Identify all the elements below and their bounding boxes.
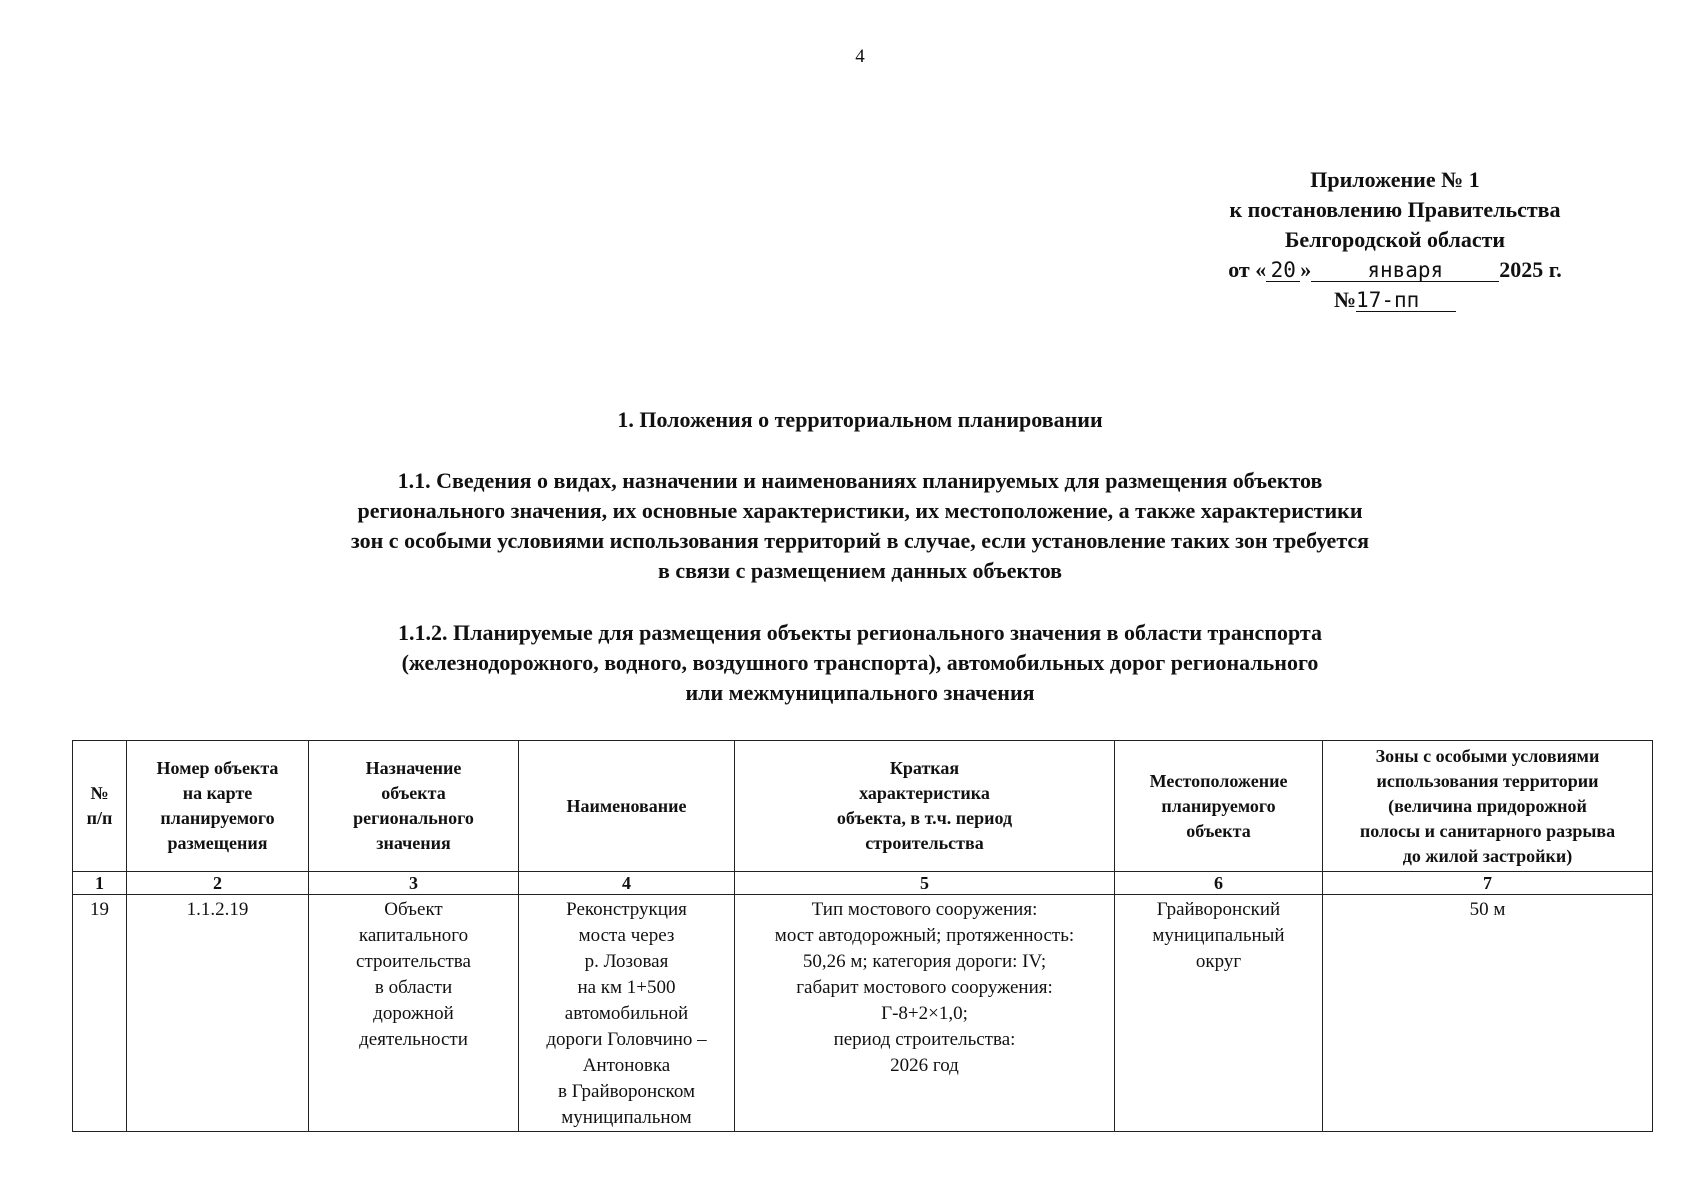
table-heading-line-2: (железнодорожного, водного, воздушного транспорта), автомобильных дорог регионального (401, 650, 1319, 675)
section-heading (0, 405, 1698, 435)
cell-purpose: Объект капитального строительства в области дорожной деятельности (309, 895, 519, 1132)
annex-date-line (1190, 255, 1600, 285)
cell-row-number: 19 (73, 895, 127, 1132)
date-year: 2025 г. (1499, 257, 1562, 282)
document-number: 17-пп (1356, 289, 1456, 312)
header-cell: Краткая характеристика объекта, в т.ч. период строительства (735, 741, 1115, 872)
column-number: 6 (1115, 872, 1323, 895)
table-header-row (73, 741, 1653, 872)
objects-table (72, 740, 1653, 1132)
table-heading (0, 618, 1698, 708)
cell-name: Реконструкция моста через р. Лозовая на км 1+500 автомобильной дороги Головчино – Антоновка в Грайворонском муниципальном (519, 895, 735, 1132)
column-number: 5 (735, 872, 1115, 895)
date-day: 20 (1266, 259, 1300, 282)
cell-characteristics: Тип мостового сооружения: мост автодорожный; протяженность: 50,26 м; категория дороги: IV; габарит мостового сооружения: Г-8+2×1,0; период строительства: 2026 год (735, 895, 1115, 1132)
annex-number-line (1190, 285, 1600, 315)
header-cell: Назначение объекта регионального значения (309, 741, 519, 872)
date-prefix: от « (1228, 257, 1267, 282)
cell-object-number: 1.1.2.19 (127, 895, 309, 1132)
header-cell: Номер объекта на карте планируемого размещения (127, 741, 309, 872)
header-cell: Наименование (519, 741, 735, 872)
table-heading-line-1: 1.1.2. Планируемые для размещения объекты регионального значения в области транспорта (397, 620, 1322, 645)
date-mid: » (1300, 257, 1312, 282)
column-number: 4 (519, 872, 735, 895)
table-heading-line-3: или межмуниципального значения (685, 680, 1035, 705)
date-month: января (1311, 259, 1499, 282)
column-number: 3 (309, 872, 519, 895)
header-cell: Местоположение планируемого объекта (1115, 741, 1323, 872)
subsection-heading-line-4: в связи с размещением данных объектов (657, 558, 1063, 583)
subsection-heading-line-3: зон с особыми условиями использования территорий в случае, если установление таких зон требуется (350, 528, 1370, 553)
annex-region-line: Белгородской области (1284, 227, 1506, 252)
header-cell: № п/п (73, 741, 127, 872)
column-number-row (73, 872, 1653, 895)
column-number: 7 (1323, 872, 1653, 895)
column-number: 1 (73, 872, 127, 895)
page-number: 4 (855, 46, 865, 67)
table-row (73, 895, 1653, 1132)
subsection-heading-line-1: 1.1. Сведения о видах, назначении и наименованиях планируемых для размещения объектов (397, 468, 1323, 493)
annex-block (1190, 165, 1600, 315)
annex-ref-line: к постановлению Правительства (1229, 197, 1561, 222)
subsection-heading-line-2: регионального значения, их основные характеристики, их местоположение, а также характеристики (357, 498, 1363, 523)
cell-zones: 50 м (1323, 895, 1653, 1132)
column-number: 2 (127, 872, 309, 895)
cell-location: Грайворонский муниципальный округ (1115, 895, 1323, 1132)
subsection-heading (0, 466, 1698, 586)
number-prefix: № (1333, 287, 1357, 312)
annex-title: Приложение № 1 (1310, 167, 1480, 192)
section-heading-text: 1. Положения о территориальном планировании (617, 407, 1103, 432)
header-cell: Зоны с особыми условиями использования территории (величина придорожной полосы и санитарного разрыва до жилой застройки) (1323, 741, 1653, 872)
